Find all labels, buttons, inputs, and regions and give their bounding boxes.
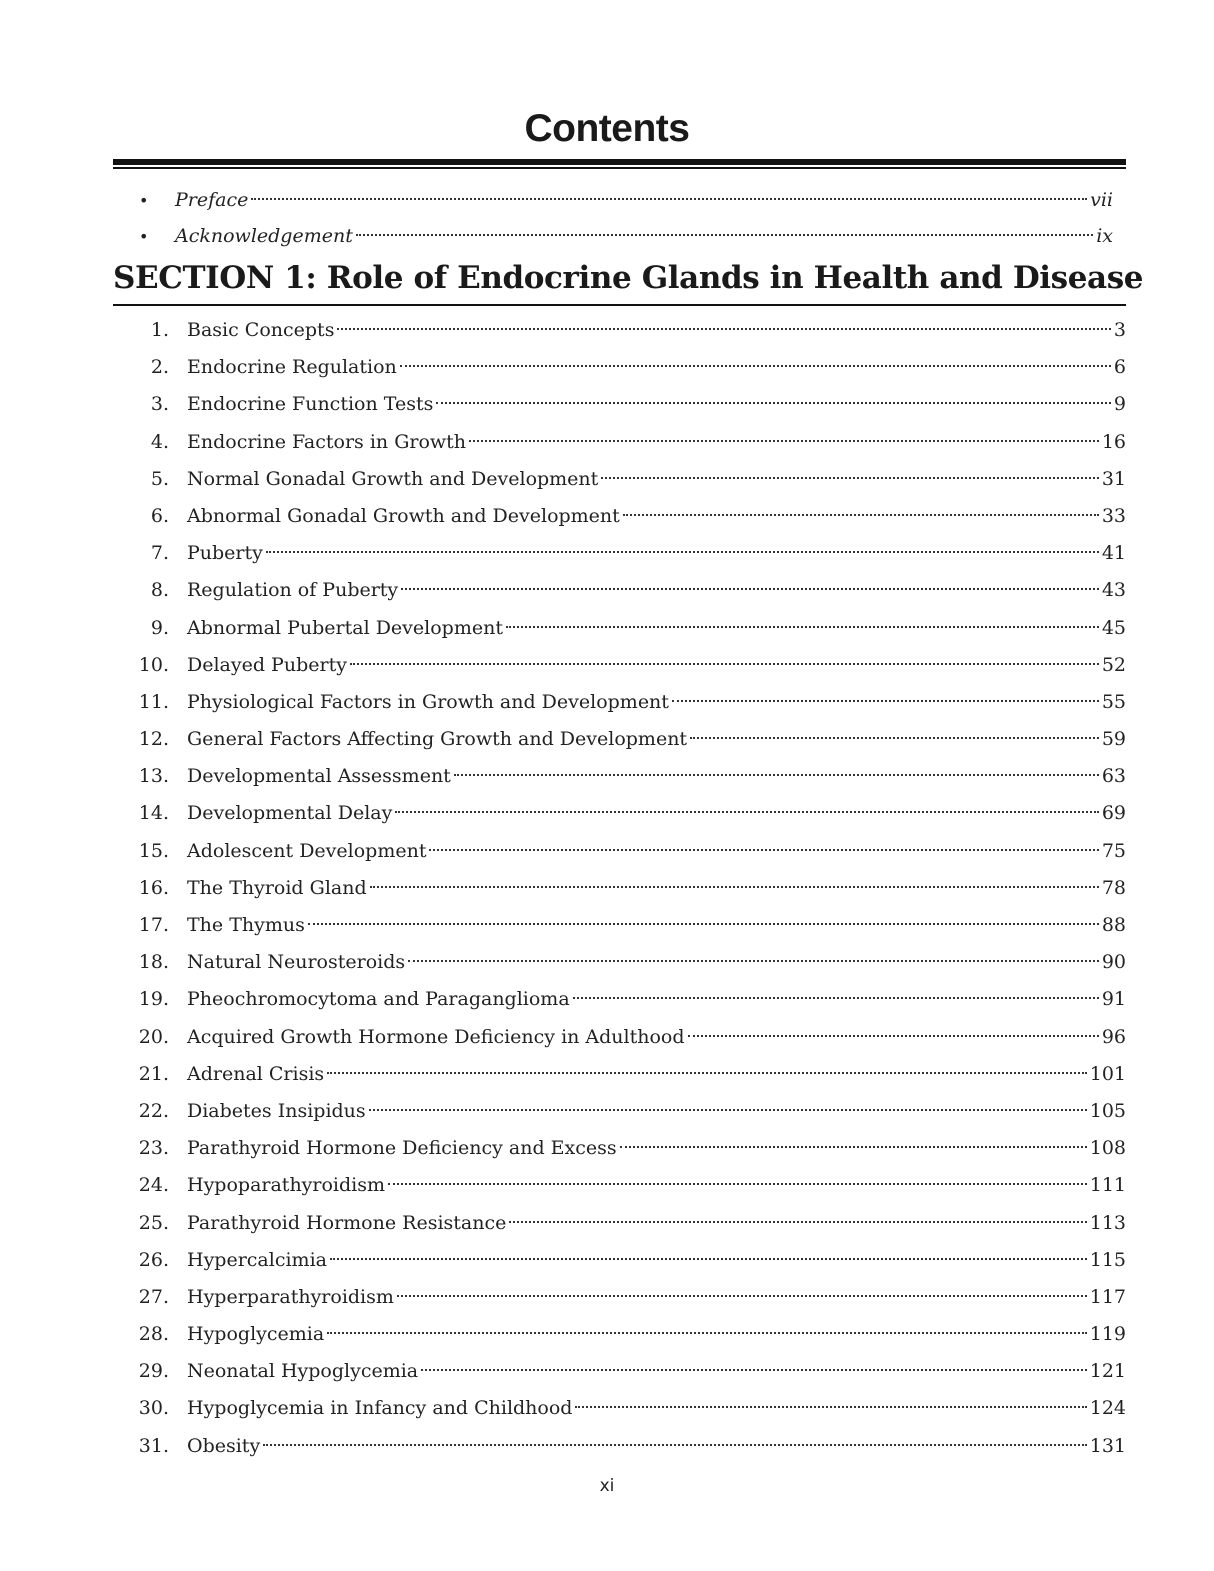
chapter-number: 26. (138, 1248, 169, 1271)
title-rule-thin (113, 167, 1126, 169)
dot-leader (421, 1369, 1087, 1371)
chapter-title: Endocrine Function Tests (187, 393, 434, 416)
chapter-title: Abnormal Gonadal Growth and Development (187, 504, 620, 527)
chapter-row[interactable] (113, 944, 1126, 981)
chapter-row[interactable] (113, 1390, 1126, 1427)
dot-leader (575, 1406, 1086, 1408)
chapter-number: 6. (150, 504, 169, 527)
page-number: xi (599, 1476, 615, 1496)
chapter-number: 11. (138, 690, 169, 713)
chapter-title: Parathyroid Hormone Resistance (187, 1211, 507, 1234)
chapter-number: 9. (150, 616, 169, 639)
chapter-page: 117 (1089, 1285, 1126, 1308)
dot-leader (454, 774, 1099, 776)
chapter-page: 45 (1101, 616, 1126, 639)
section-rule (113, 304, 1126, 306)
chapter-row[interactable] (113, 1019, 1126, 1056)
chapter-number: 3. (150, 393, 169, 416)
dot-leader (400, 365, 1111, 367)
chapter-title: Normal Gonadal Growth and Development (187, 467, 599, 490)
chapter-page: 52 (1101, 653, 1126, 676)
chapter-number: 13. (138, 765, 169, 788)
chapter-page: 131 (1089, 1434, 1126, 1457)
chapter-title: Parathyroid Hormone Deficiency and Excess (187, 1137, 617, 1160)
dot-leader (263, 1444, 1087, 1446)
dot-leader (573, 997, 1099, 999)
chapter-row[interactable] (113, 907, 1126, 944)
chapter-title: Hypoglycemia in Infancy and Childhood (187, 1397, 573, 1420)
dot-leader (469, 440, 1099, 442)
chapter-row[interactable] (113, 1205, 1126, 1242)
chapter-number: 15. (138, 839, 169, 862)
front-matter-title: Preface (175, 189, 249, 211)
dot-leader (506, 626, 1099, 628)
chapter-page: 124 (1089, 1397, 1126, 1420)
chapter-row[interactable] (113, 1056, 1126, 1093)
chapter-page: 63 (1101, 765, 1126, 788)
chapter-page: 69 (1101, 802, 1126, 825)
chapter-page: 115 (1089, 1248, 1126, 1271)
chapter-number: 7. (150, 542, 169, 565)
chapter-number: 16. (138, 876, 169, 899)
chapter-number: 27. (138, 1285, 169, 1308)
chapter-title: Endocrine Factors in Growth (187, 430, 467, 453)
title-rule-thick (113, 159, 1126, 165)
dot-leader (327, 1332, 1087, 1334)
chapter-page: 9 (1113, 393, 1126, 416)
chapter-title: Developmental Assessment (187, 765, 451, 788)
chapter-title: The Thyroid Gland (187, 876, 367, 899)
chapter-title: Physiological Factors in Growth and Development (187, 690, 669, 713)
chapter-page: 108 (1089, 1137, 1126, 1160)
chapter-title: General Factors Affecting Growth and Development (187, 728, 688, 751)
dot-leader (688, 1035, 1099, 1037)
chapter-page: 105 (1089, 1099, 1126, 1122)
dot-leader (429, 849, 1098, 851)
chapter-row[interactable] (113, 1093, 1126, 1130)
chapter-title: The Thymus (187, 914, 305, 936)
chapter-page: 91 (1101, 988, 1126, 1011)
chapter-number: 2. (150, 356, 169, 379)
chapter-number: 23. (138, 1137, 169, 1160)
chapter-row[interactable] (113, 981, 1126, 1018)
chapter-page: 41 (1101, 542, 1126, 565)
dot-leader (370, 886, 1099, 888)
chapter-number: 25. (138, 1211, 169, 1234)
chapter-page: 121 (1089, 1360, 1126, 1383)
chapter-row[interactable] (113, 1130, 1126, 1167)
chapter-title: Hyperparathyroidism (187, 1285, 394, 1308)
page-title: Contents (524, 107, 690, 150)
chapter-title: Hypercalcimia (187, 1248, 327, 1271)
dot-leader (690, 737, 1099, 739)
chapter-number: 14. (138, 802, 169, 825)
chapter-row[interactable] (113, 758, 1126, 795)
chapter-row[interactable] (113, 424, 1126, 461)
dot-leader (266, 551, 1099, 553)
dot-leader (401, 588, 1099, 590)
chapter-page: 96 (1101, 1025, 1126, 1048)
dot-leader (436, 402, 1111, 404)
chapter-page: 113 (1089, 1211, 1126, 1234)
chapter-page: 119 (1089, 1323, 1126, 1346)
chapter-number: 24. (138, 1174, 169, 1197)
chapter-title: Puberty (187, 542, 263, 565)
chapter-page: 59 (1101, 728, 1126, 751)
chapter-row[interactable] (113, 870, 1126, 907)
chapter-title: Natural Neurosteroids (187, 951, 406, 974)
chapter-page: 6 (1113, 356, 1126, 379)
chapter-row[interactable] (113, 312, 1126, 349)
chapter-number: 29. (138, 1360, 169, 1383)
chapter-row[interactable] (113, 1167, 1126, 1204)
dot-leader (672, 700, 1099, 702)
chapter-number: 1. (150, 319, 169, 341)
chapter-row[interactable] (113, 572, 1126, 609)
chapter-number: 17. (138, 914, 169, 936)
chapter-title: Neonatal Hypoglycemia (187, 1360, 419, 1383)
chapter-page: 31 (1101, 467, 1126, 490)
chapter-page: 101 (1089, 1062, 1126, 1085)
chapter-number: 10. (138, 653, 169, 676)
section-heading: SECTION 1: Role of Endocrine Glands in Health and Disease (113, 260, 1144, 296)
chapter-row[interactable] (113, 1428, 1126, 1465)
dot-leader (350, 663, 1099, 665)
chapter-page: 55 (1101, 690, 1126, 713)
front-matter-list (113, 182, 1113, 254)
dot-leader (408, 960, 1099, 962)
chapter-number: 12. (138, 728, 169, 751)
bullet-icon: • (139, 191, 149, 210)
chapter-row[interactable] (113, 647, 1126, 684)
chapter-number: 21. (138, 1062, 169, 1085)
chapter-row[interactable] (113, 349, 1126, 386)
chapter-number: 22. (138, 1099, 169, 1122)
front-matter-title: Acknowledgement (175, 225, 353, 247)
chapter-page: 111 (1089, 1174, 1126, 1197)
chapter-page: 16 (1101, 430, 1126, 453)
dot-leader (509, 1221, 1086, 1223)
chapter-page: 90 (1101, 951, 1126, 974)
front-matter-item-preface[interactable] (113, 182, 1113, 218)
chapter-page: 3 (1113, 319, 1126, 341)
front-matter-page: ix (1096, 225, 1113, 247)
chapter-row[interactable] (113, 795, 1126, 832)
dot-leader (397, 1295, 1087, 1297)
chapter-page: 88 (1101, 914, 1126, 936)
chapter-list (113, 312, 1126, 1465)
dot-leader (601, 477, 1099, 479)
dot-leader (330, 1258, 1087, 1260)
chapter-title: Hypoparathyroidism (187, 1174, 386, 1197)
chapter-title: Pheochromocytoma and Paraganglioma (187, 988, 570, 1011)
chapter-page: 43 (1101, 579, 1126, 602)
chapter-row[interactable] (113, 610, 1126, 647)
dot-leader (251, 198, 1087, 200)
chapter-page: 75 (1101, 839, 1126, 862)
chapter-title: Adolescent Development (187, 839, 427, 862)
chapter-row[interactable] (113, 1353, 1126, 1390)
dot-leader (356, 234, 1093, 236)
dot-leader (623, 514, 1099, 516)
dot-leader (395, 811, 1098, 813)
front-matter-page: vii (1090, 189, 1113, 211)
chapter-number: 8. (150, 579, 169, 602)
dot-leader (369, 1109, 1087, 1111)
chapter-number: 28. (138, 1323, 169, 1346)
dot-leader (620, 1146, 1087, 1148)
chapter-row[interactable] (113, 498, 1126, 535)
chapter-title: Acquired Growth Hormone Deficiency in Adulthood (187, 1025, 685, 1048)
chapter-title: Abnormal Pubertal Development (187, 616, 503, 639)
chapter-title: Obesity (187, 1434, 261, 1457)
chapter-row[interactable] (113, 461, 1126, 498)
chapter-row[interactable] (113, 1316, 1126, 1353)
dot-leader (388, 1183, 1087, 1185)
chapter-page: 33 (1101, 504, 1126, 527)
chapter-title: Delayed Puberty (187, 653, 347, 676)
chapter-number: 18. (138, 951, 169, 974)
chapter-number: 19. (138, 988, 169, 1011)
bullet-icon: • (139, 227, 149, 246)
chapter-title: Developmental Delay (187, 802, 393, 825)
dot-leader (308, 923, 1099, 925)
chapter-row[interactable] (113, 386, 1126, 423)
chapter-number: 4. (150, 430, 169, 453)
chapter-number: 30. (138, 1397, 169, 1420)
chapter-title: Adrenal Crisis (187, 1062, 325, 1085)
chapter-row[interactable] (113, 1279, 1126, 1316)
chapter-row[interactable] (113, 684, 1126, 721)
chapter-title: Diabetes Insipidus (187, 1099, 366, 1122)
chapter-page: 78 (1101, 876, 1126, 899)
chapter-title: Endocrine Regulation (187, 356, 397, 379)
front-matter-item-acknowledgement[interactable] (113, 218, 1113, 254)
chapter-title: Basic Concepts (187, 319, 335, 341)
chapter-title: Regulation of Puberty (187, 579, 399, 602)
chapter-row[interactable] (113, 1242, 1126, 1279)
chapter-row[interactable] (113, 833, 1126, 870)
dot-leader (327, 1072, 1087, 1074)
chapter-number: 20. (138, 1025, 169, 1048)
chapter-row[interactable] (113, 721, 1126, 758)
chapter-number: 5. (150, 467, 169, 490)
chapter-title: Hypoglycemia (187, 1323, 325, 1346)
chapter-row[interactable] (113, 535, 1126, 572)
chapter-number: 31. (138, 1434, 169, 1457)
dot-leader (337, 328, 1110, 330)
